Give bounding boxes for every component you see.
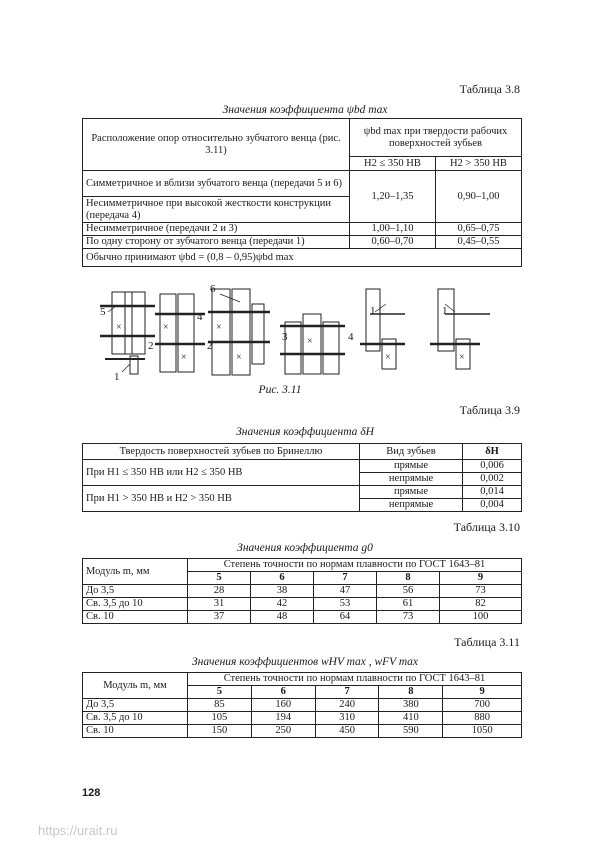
t310-cell: 64	[314, 611, 377, 624]
t310-degree: 6	[251, 572, 314, 585]
t311-degree: 8	[379, 686, 443, 699]
svg-text:×: ×	[163, 322, 169, 333]
t310-cell: 61	[377, 598, 440, 611]
table-row	[83, 598, 522, 611]
t38-sub2: H2 > 350 HB	[435, 157, 521, 171]
table-row	[83, 585, 522, 598]
t311-cell: 105	[188, 712, 252, 725]
figure-label: 1	[370, 305, 376, 317]
t311-degree: 7	[315, 686, 379, 699]
svg-text:×: ×	[307, 336, 313, 347]
t310-cell: 73	[377, 611, 440, 624]
t311-cell: 194	[251, 712, 315, 725]
t39-head: Вид зубьев	[360, 444, 463, 460]
t310-head-span: Степень точности по нормам плавности по ГОСТ 1643–81	[188, 559, 522, 572]
t310-cell: 28	[188, 585, 251, 598]
t39-cond: При H1 ≤ 350 HB или H2 ≤ 350 HB	[83, 460, 360, 486]
t39-cell: 0,002	[463, 473, 522, 486]
table-row	[83, 236, 522, 249]
svg-text:×: ×	[216, 322, 222, 333]
t311-cell: До 3,5	[83, 699, 188, 712]
table-3-8-caption: Значения коэффициента ψbd max	[222, 104, 388, 116]
table-row	[83, 699, 522, 712]
t310-degree: 5	[188, 572, 251, 585]
t38-merged-v1: 1,20–1,35	[350, 171, 436, 223]
t310-cell: 47	[314, 585, 377, 598]
gear-diagram	[100, 284, 520, 384]
t311-cell: 700	[443, 699, 522, 712]
t310-cell: 48	[251, 611, 314, 624]
figure-label: 4	[348, 331, 354, 343]
t39-cell: прямые	[360, 460, 463, 473]
t38-row-label: Несимметричное (передачи 2 и 3)	[83, 223, 350, 236]
t310-degree: 8	[377, 572, 440, 585]
t311-cell: 380	[379, 699, 443, 712]
t310-cell: Св. 10	[83, 611, 188, 624]
table-3-10	[82, 558, 522, 624]
t310-cell: 56	[377, 585, 440, 598]
t38-cell: 0,65–0,75	[435, 223, 521, 236]
t311-cell: Св. 3,5 до 10	[83, 712, 188, 725]
figure-caption: Рис. 3.11	[258, 384, 302, 396]
t311-degree: 6	[251, 686, 315, 699]
figure-label: 4	[197, 311, 203, 323]
t311-cell: 250	[251, 725, 315, 738]
t311-degree: 9	[443, 686, 522, 699]
table-row	[83, 460, 522, 473]
t310-head-col1: Модуль m, мм	[83, 559, 188, 585]
t39-cell: прямые	[360, 486, 463, 499]
table-3-10-caption: Значения коэффициента g0	[237, 542, 373, 554]
t39-cell: 0,014	[463, 486, 522, 499]
gear-scheme-1	[100, 292, 155, 374]
t311-head-span: Степень точности по нормам плавности по ГОСТ 1643–81	[188, 673, 522, 686]
t38-cell: 0,60–0,70	[350, 236, 436, 249]
t38-sub1: H2 ≤ 350 HB	[350, 157, 436, 171]
table-3-11	[82, 672, 522, 738]
t311-cell: 410	[379, 712, 443, 725]
t311-head-col1: Модуль m, мм	[83, 673, 188, 699]
t311-cell: 450	[315, 725, 379, 738]
table-3-11-label: Таблица 3.11	[454, 635, 520, 649]
svg-text:×: ×	[459, 352, 465, 363]
t310-cell: Св. 3,5 до 10	[83, 598, 188, 611]
t311-degree: 5	[188, 686, 252, 699]
t311-cell: 85	[188, 699, 252, 712]
t310-cell: 100	[440, 611, 522, 624]
svg-text:×: ×	[181, 352, 187, 363]
table-3-10-label: Таблица 3.10	[453, 520, 520, 534]
t38-head-col2: ψbd max при твердости рабочих поверхностей зубьев	[350, 119, 522, 157]
t39-cond: При H1 > 350 HB и H2 > 350 HB	[83, 486, 360, 512]
t310-degree: 9	[440, 572, 522, 585]
table-3-11-caption: Значения коэффициентов wHV max , wFV max	[191, 656, 419, 668]
figure-label: 1	[114, 371, 120, 383]
table-row	[83, 223, 522, 236]
t310-cell: 38	[251, 585, 314, 598]
figure-label: 5	[100, 306, 106, 318]
t39-cell: 0,006	[463, 460, 522, 473]
t38-row-label: Несимметричное при высокой жесткости конструкции (передача 4)	[83, 197, 350, 223]
table-row	[83, 712, 522, 725]
table-3-9-label: Таблица 3.9	[459, 403, 520, 417]
t39-cell: непрямые	[360, 473, 463, 486]
svg-text:×: ×	[116, 322, 122, 333]
t310-cell: 31	[188, 598, 251, 611]
t38-note: Обычно принимают ψbd = (0,8 – 0,95)ψbd max	[83, 249, 522, 267]
gear-scheme-4	[280, 314, 345, 374]
table-row	[83, 171, 522, 197]
figure-label: 1	[442, 305, 448, 317]
table-3-8-label: Таблица 3.8	[459, 82, 520, 96]
table-row	[83, 725, 522, 738]
t311-cell: 160	[251, 699, 315, 712]
t310-cell: 73	[440, 585, 522, 598]
t310-cell: 53	[314, 598, 377, 611]
t38-merged-v2: 0,90–1,00	[435, 171, 521, 223]
page-number: 128	[82, 787, 101, 799]
t310-cell: 42	[251, 598, 314, 611]
svg-text:×: ×	[385, 352, 391, 363]
t39-cell: непрямые	[360, 499, 463, 512]
t310-cell: До 3,5	[83, 585, 188, 598]
t311-cell: 150	[188, 725, 252, 738]
figure-label: 6	[210, 283, 216, 295]
figure-label: 2	[148, 340, 154, 352]
t39-cell: 0,004	[463, 499, 522, 512]
svg-text:×: ×	[236, 352, 242, 363]
t311-cell: Св. 10	[83, 725, 188, 738]
gear-scheme-2	[155, 294, 205, 372]
figure-label: 2	[207, 340, 213, 352]
table-3-9-caption: Значения коэффициента δH	[236, 426, 374, 438]
t311-cell: 1050	[443, 725, 522, 738]
t38-cell: 0,45–0,55	[435, 236, 521, 249]
t310-cell: 82	[440, 598, 522, 611]
figure-label: 3	[282, 331, 288, 343]
t311-cell: 590	[379, 725, 443, 738]
table-row	[83, 486, 522, 499]
t310-degree: 7	[314, 572, 377, 585]
gear-scheme-6	[430, 289, 490, 369]
watermark-link[interactable]: https://urait.ru	[38, 823, 118, 838]
gear-scheme-5	[360, 289, 405, 369]
table-row	[83, 249, 522, 267]
t38-row-label: Симметричное и вблизи зубчатого венца (передачи 5 и 6)	[83, 171, 350, 197]
t38-row-label: По одну сторону от зубчатого венца (передачи 1)	[83, 236, 350, 249]
t310-cell: 37	[188, 611, 251, 624]
table-row	[83, 611, 522, 624]
t39-head: δH	[463, 444, 522, 460]
t311-cell: 880	[443, 712, 522, 725]
t38-head-col1: Расположение опор относительно зубчатого венца (рис. 3.11)	[83, 119, 350, 171]
table-3-8	[82, 118, 522, 267]
t38-cell: 1,00–1,10	[350, 223, 436, 236]
t311-cell: 310	[315, 712, 379, 725]
t311-cell: 240	[315, 699, 379, 712]
t39-head: Твердость поверхностей зубьев по Бринеллю	[83, 444, 360, 460]
table-3-9	[82, 443, 522, 512]
